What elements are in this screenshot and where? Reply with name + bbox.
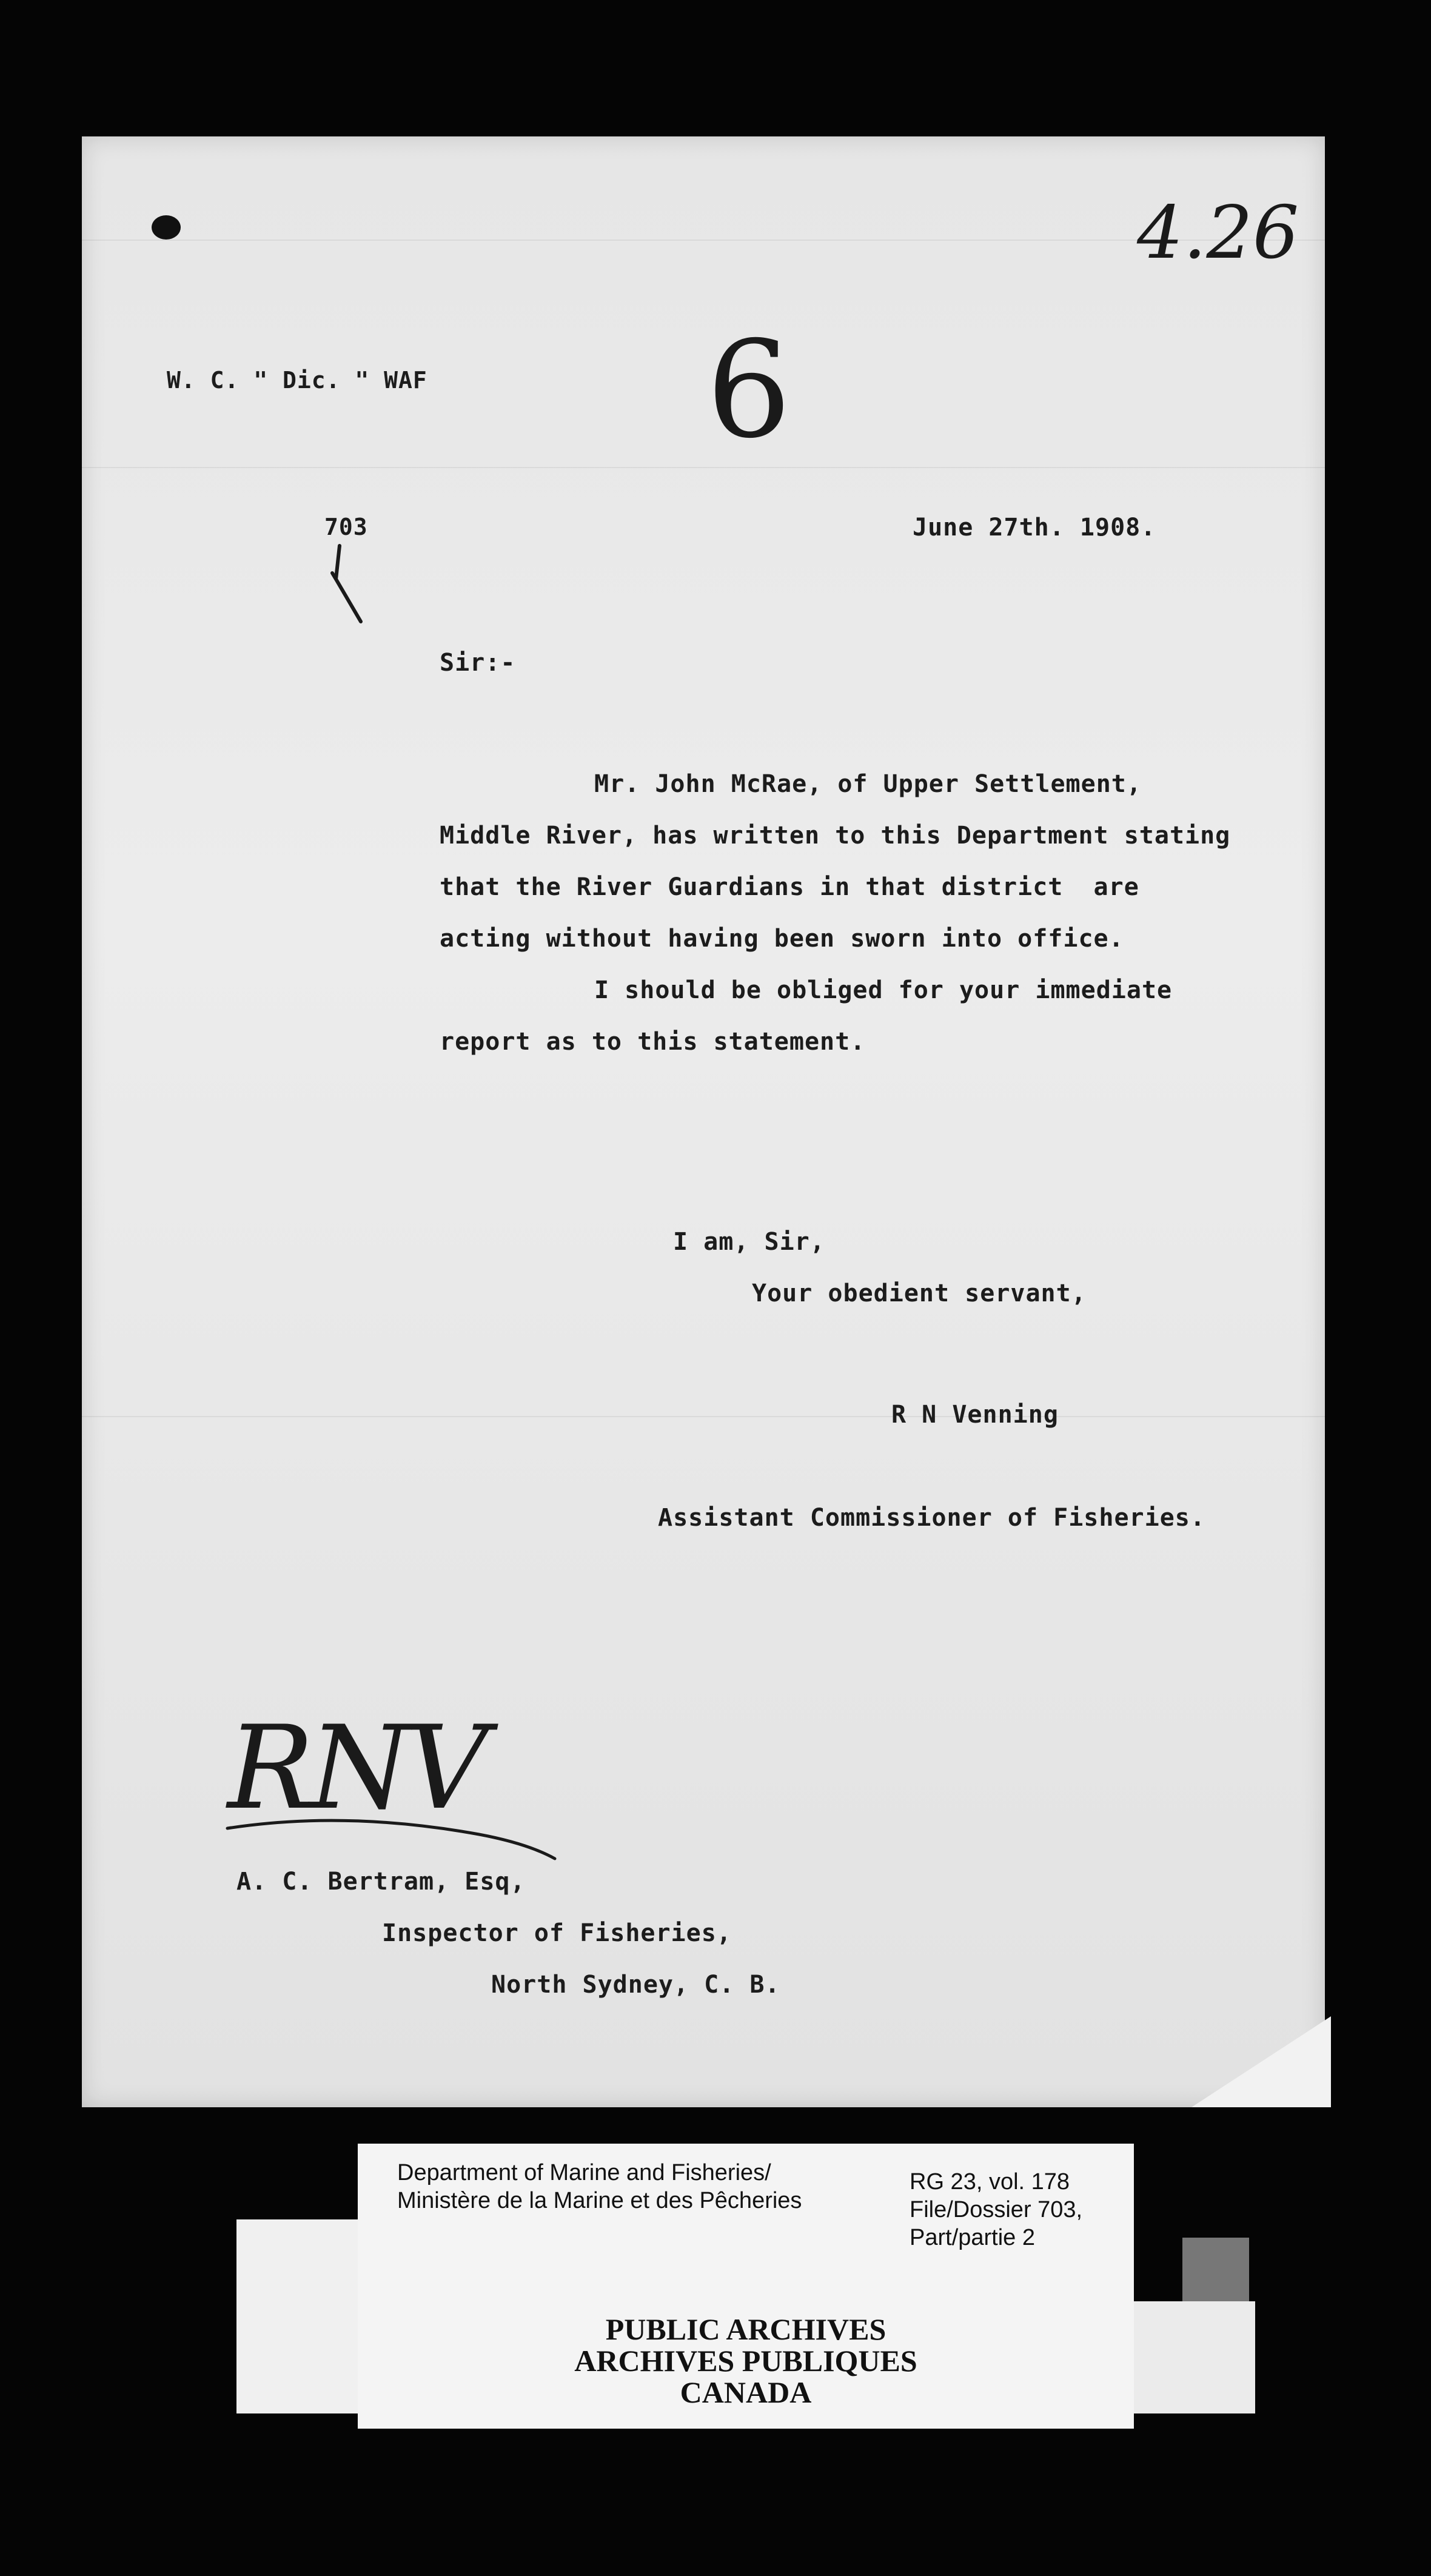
letter-date: June 27th. 1908.	[913, 514, 1156, 542]
file-number-check-mark	[321, 543, 370, 628]
body-line: I should be obliged for your immediate	[594, 976, 1173, 1004]
addressee-location: North Sydney, C. B.	[491, 1971, 780, 1999]
archive-stamp-line: ARCHIVES PUBLIQUES	[574, 2344, 917, 2378]
addressee-title: Inspector of Fisheries,	[382, 1919, 732, 1947]
archive-reference: File/Dossier 703,	[910, 2197, 1083, 2222]
salutation: Sir:-	[440, 649, 516, 677]
page-number: 4.26	[1137, 191, 1299, 275]
file-number: 703	[324, 514, 368, 540]
body-line: that the River Guardians in that district are	[440, 873, 1139, 901]
archive-stamp-line: CANADA	[680, 2375, 812, 2409]
initials-underline	[224, 1810, 564, 1865]
label-tab-shadow	[1182, 2238, 1249, 2301]
label-tab-left	[236, 2219, 358, 2413]
archive-stamp-line: PUBLIC ARCHIVES	[605, 2312, 886, 2346]
signature-title: Assistant Commissioner of Fisheries.	[658, 1504, 1205, 1532]
body-line: acting without having been sworn into office.	[440, 925, 1124, 953]
letter-page	[82, 136, 1325, 2107]
handwritten-initials: RNV	[227, 1701, 484, 1835]
body-line: Middle River, has written to this Department stating	[440, 822, 1231, 850]
closing-line: Your obedient servant,	[752, 1280, 1087, 1307]
addressee-name: A. C. Bertram, Esq,	[236, 1868, 526, 1896]
body-line: Mr. John McRae, of Upper Settlement,	[594, 770, 1142, 798]
signature-name: R N Venning	[891, 1401, 1059, 1429]
archive-reference: Part/partie 2	[910, 2225, 1035, 2250]
corner-fold	[1191, 2016, 1331, 2107]
body-line: report as to this statement.	[440, 1028, 866, 1056]
archive-department-fr: Ministère de la Marine et des Pêcheries	[397, 2188, 802, 2213]
closing-line: I am, Sir,	[673, 1228, 825, 1256]
folio-mark: 6	[706, 312, 791, 468]
punch-hole	[152, 215, 181, 240]
fold-line	[82, 1416, 1325, 1417]
routing-header: W. C. " Dic. " WAF	[167, 367, 427, 394]
label-tab-right	[1134, 2301, 1255, 2413]
fold-line	[82, 467, 1325, 468]
archive-reference: RG 23, vol. 178	[910, 2169, 1070, 2195]
archive-department-en: Department of Marine and Fisheries/	[397, 2160, 771, 2185]
